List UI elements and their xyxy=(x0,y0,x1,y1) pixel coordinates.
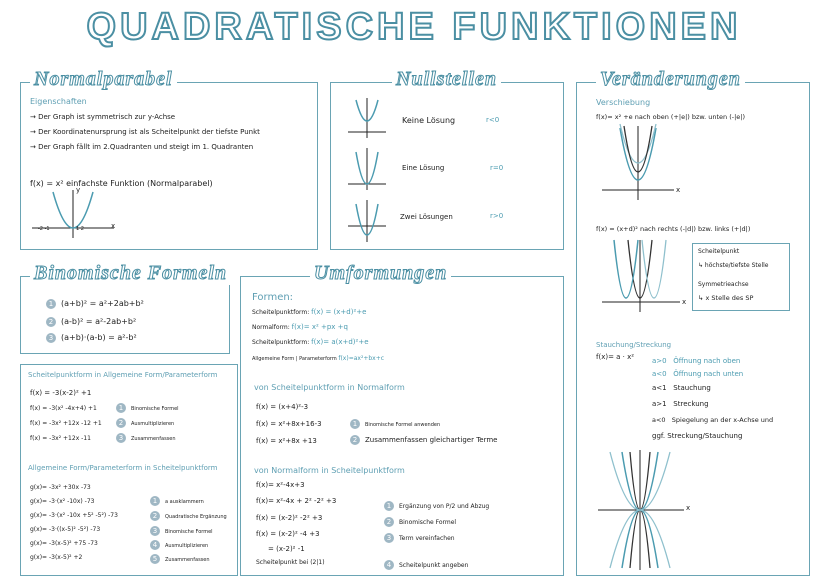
s2n-line-1: f(x) = (x+4)²-3 xyxy=(256,403,309,411)
page-title: QUADRATISCHE FUNKTIONEN xyxy=(86,6,742,48)
spf-step-3: 3 Zusammenfassen xyxy=(116,433,176,443)
s2n-line-2: f(x) = x²+8x+16-3 xyxy=(256,420,322,428)
n2s-step-2: 2 Binomische Formel xyxy=(384,517,456,527)
binom-item-2: 2 (a-b)² = a²-2ab+b² xyxy=(46,317,136,327)
n2s-step-1: 1 Ergänzung von P/2 und Abzug xyxy=(384,501,489,511)
normalparabel-graph xyxy=(28,188,118,240)
n2s-line-6: Scheitelpunkt bei (2|1) xyxy=(256,559,325,566)
normal-ticks-left: -2 -1 xyxy=(38,226,50,232)
normal-point-2: → Der Koordinatenursprung ist als Scheitelpunkt der tiefste Punkt xyxy=(30,128,260,136)
s2n-step-1: 1 Binomische Formel anwenden xyxy=(350,419,440,429)
spf-line-1: f(x) = -3(x-2)² +1 xyxy=(30,389,92,397)
tip-4: ↳ x Stelle des SP xyxy=(698,294,754,302)
normal-axis-x: x xyxy=(111,222,116,230)
binom-item-1: 1 (a+b)² = a²+2ab+b² xyxy=(46,299,144,309)
null-row-2-label: Eine Lösung xyxy=(402,164,445,172)
stretch-graph xyxy=(596,448,691,572)
form-2: Normalform: f(x)= x² +px +q xyxy=(252,323,348,331)
spf-title-2: Allgemeine Form/Parameterform in Scheitelpunktform xyxy=(28,464,218,472)
apf-step-4: 4 Ausmultiplizieren xyxy=(150,540,208,550)
normalparabel-sub: Eigenschaften xyxy=(30,97,87,106)
normalparabel-heading: Normalparabel xyxy=(30,68,177,91)
normal-point-3: → Der Graph fällt im 2.Quadranten und steigt im 1. Quadranten xyxy=(30,143,254,151)
rule-extra: ggf. Streckung/Stauchung xyxy=(652,432,743,440)
stretch-axis: x xyxy=(686,504,691,512)
apf-line-3: g(x)= -3·(x² -10x +5² -5²) -73 xyxy=(30,512,118,519)
shift-line-2: f(x) = (x+d)² nach rechts (-|d|) bzw. links (+|d|) xyxy=(596,225,751,233)
apf-step-1: 1 a ausklammern xyxy=(150,496,204,506)
s2n-title: von Scheitelpunktform in Normalform xyxy=(254,383,405,392)
s2n-line-3: f(x) = x²+8x +13 xyxy=(256,437,317,445)
formen-title: Formen: xyxy=(252,292,294,303)
shift-line-1: f(x)= x² +e nach oben (+|e|) bzw. unten (-|e|) xyxy=(596,113,746,121)
shift-graph-2 xyxy=(600,236,687,314)
spf-title-1: Scheitelpunktform in Allgemeine Form/Parameterform xyxy=(28,371,218,379)
rule-1: a>0 Öffnung nach oben xyxy=(652,357,741,365)
apf-line-6: g(x)= -3(x-5)² +2 xyxy=(30,554,83,561)
null-row-1-label: Keine Lösung xyxy=(402,116,456,125)
form-1: Scheitelpunktform: f(x) = (x+d)²+e xyxy=(252,308,367,316)
n2s-line-3: f(x) = (x-2)² -2² +3 xyxy=(256,514,323,522)
rule-2: a<0 Öffnung nach unten xyxy=(652,370,744,378)
null-row-3-cond: r>0 xyxy=(490,212,504,220)
n2s-line-5: = (x-2)² -1 xyxy=(268,545,305,553)
apf-line-1: g(x)= -3x² +30x -73 xyxy=(30,484,91,491)
n2s-line-4: f(x) = (x-2)² -4 +3 xyxy=(256,530,320,538)
tip-3: Symmetrieachse xyxy=(698,281,749,288)
n2s-step-4: 4 Scheitelpunkt angeben xyxy=(384,560,468,570)
shift-axis-2: x xyxy=(682,298,687,306)
spf-line-4: f(x) = -3x² +12x -11 xyxy=(30,435,91,442)
tip-1: Scheitelpunkt xyxy=(698,248,740,255)
spf-line-3: f(x) = -3x² +12x -12 +1 xyxy=(30,420,102,427)
binom-heading: Binomische Formeln xyxy=(30,262,231,285)
spf-step-2: 2 Ausmultiplizieren xyxy=(116,418,174,428)
form-3: Scheitelpunktform: f(x)= a(x+d)²+e xyxy=(252,338,369,346)
rule-3: a<1 Stauchung xyxy=(652,384,711,392)
apf-step-2: 2 Quadratische Ergänzung xyxy=(150,511,227,521)
apf-step-3: 3 Binomische Formel xyxy=(150,526,213,536)
s2n-step-2: 2 Zusammenfassen gleichartiger Terme xyxy=(350,435,497,445)
rule-4: a>1 Streckung xyxy=(652,400,709,408)
stretch-formula: f(x)= a · x² xyxy=(596,353,635,361)
stretch-title: Stauchung/Streckung xyxy=(596,341,672,349)
shift-axis-1: x xyxy=(676,186,681,194)
apf-line-2: g(x)= -3·(x² -10x) -73 xyxy=(30,498,95,505)
veraenderungen-heading: Veränderungen xyxy=(596,68,745,91)
binom-item-3: 3 (a+b)·(a-b) = a²-b² xyxy=(46,333,137,343)
rule-5: a<0 Spiegelung an der x-Achse und xyxy=(652,416,774,424)
n2s-line-2: f(x)= x²-4x + 2² -2² +3 xyxy=(256,497,337,505)
normal-formula: f(x) = x² einfachste Funktion (Normalparabel) xyxy=(30,179,213,188)
shift-graph-1 xyxy=(600,122,680,202)
null-row-3-label: Zwei Lösungen xyxy=(400,213,453,221)
normal-point-1: → Der Graph ist symmetrisch zur y-Achse xyxy=(30,113,176,121)
null-row-1-cond: r<0 xyxy=(486,116,500,124)
umformungen-heading: Umformungen xyxy=(310,262,451,285)
n2s-step-3: 3 Term vereinfachen xyxy=(384,533,455,543)
apf-line-4: g(x)= -3·((x-5)² -5²) -73 xyxy=(30,526,101,533)
apf-line-5: g(x)= -3(x-5)² +75 -73 xyxy=(30,540,98,547)
normal-ticks-right: 1 2 xyxy=(76,226,84,232)
normal-axis-y: y xyxy=(76,186,81,194)
tip-2: ↳ höchste/tiefste Stelle xyxy=(698,262,769,269)
form-4: Allgemeine Form | Parameterform f(x)=ax²+bx+c xyxy=(252,355,385,362)
n2s-line-1: f(x)= x²-4x+3 xyxy=(256,481,305,489)
spf-step-1: 1 Binomische Formel xyxy=(116,403,179,413)
null-row-2-cond: r=0 xyxy=(490,164,504,172)
shift-title: Verschiebung xyxy=(596,98,651,107)
nullstellen-heading: Nullstellen xyxy=(392,68,501,91)
n2s-title: von Normalform in Scheitelpunktform xyxy=(254,466,405,475)
apf-step-5: 5 Zusammenfassen xyxy=(150,554,210,564)
nullstellen-graphs xyxy=(346,96,388,246)
spf-line-2: f(x) = -3(x² -4x+4) +1 xyxy=(30,405,97,412)
